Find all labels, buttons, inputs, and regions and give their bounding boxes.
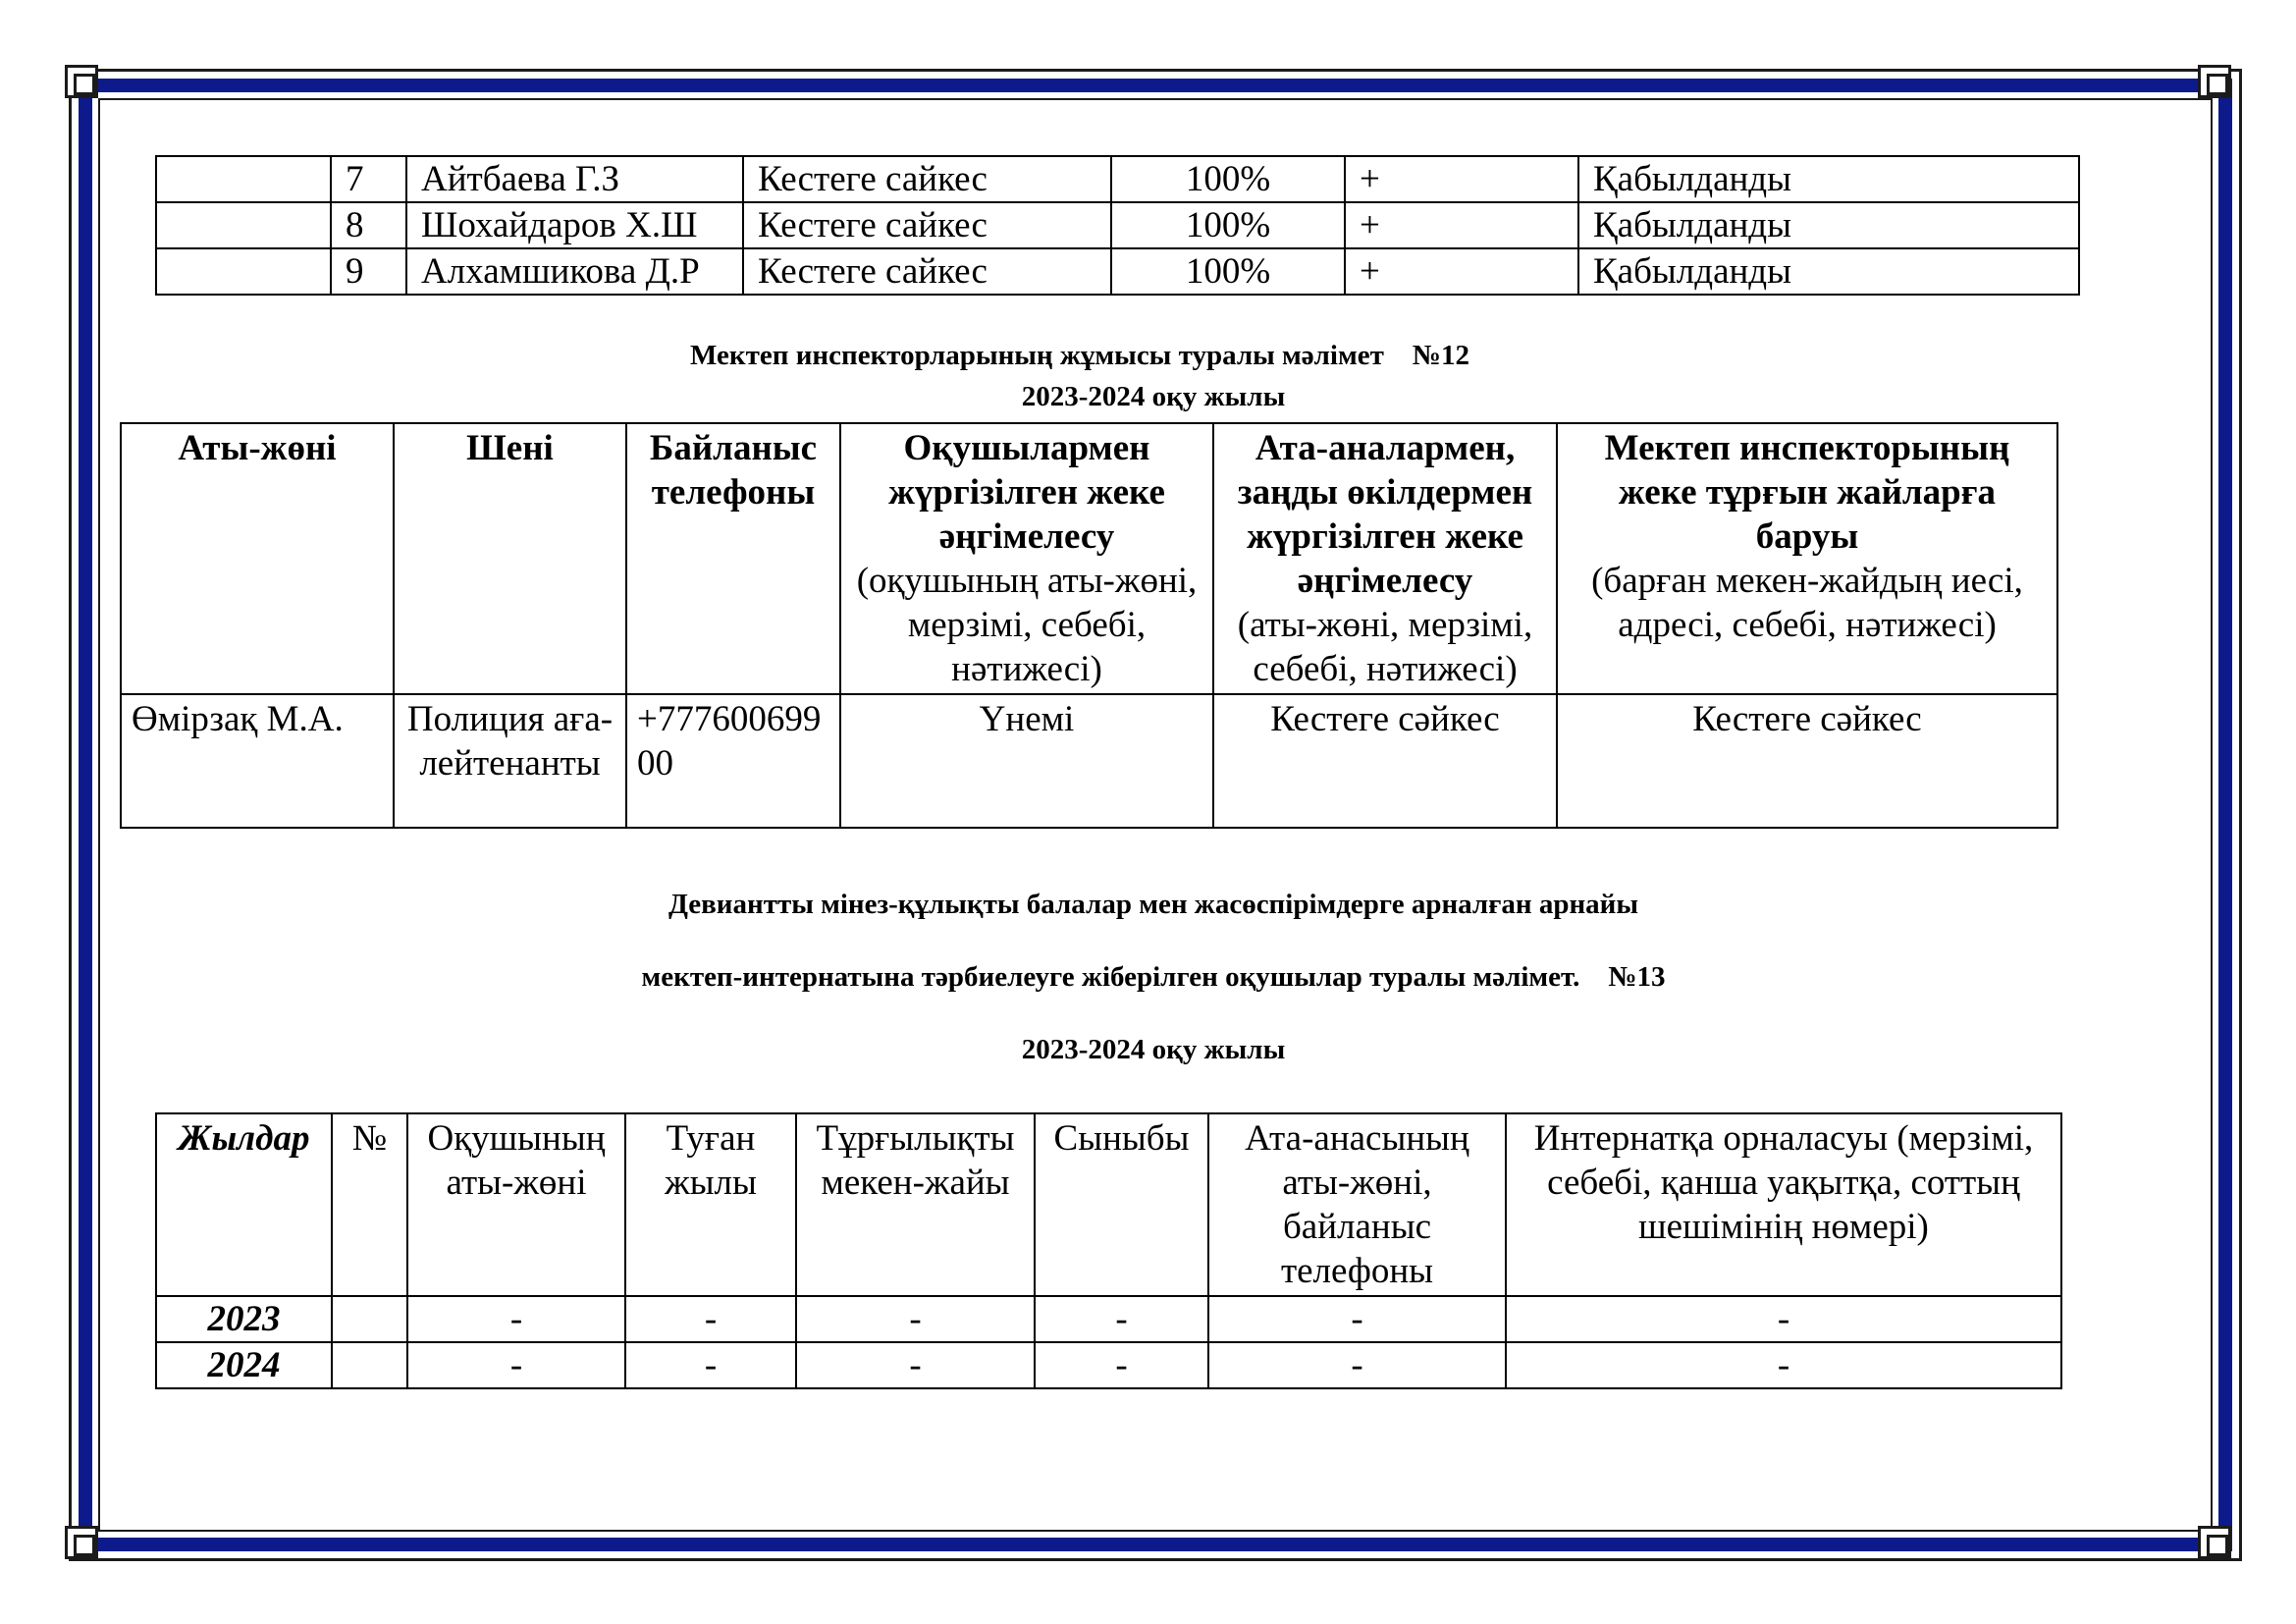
header-student-name: Оқушының аты-жөні [407, 1113, 625, 1296]
student-cell: - [407, 1342, 625, 1388]
section13-title-line2: мектеп-интернатына тәрбиелеуге жіберілген оқушылар туралы мәлімет. №13 [641, 961, 1666, 993]
row-number: 8 [331, 202, 406, 248]
teacher-name: Алхамшикова Д.Р [406, 248, 743, 295]
frame-corner-ornament [65, 65, 98, 98]
parent-cell: - [1208, 1342, 1506, 1388]
header-birth-year: Туған жылы [625, 1113, 796, 1296]
row-number: 9 [331, 248, 406, 295]
teacher-name: Шохайдаров Х.Ш [406, 202, 743, 248]
mark-cell: + [1345, 156, 1578, 202]
year-cell: 2024 [156, 1342, 332, 1388]
percent-cell: 100% [1111, 156, 1345, 202]
header-parent-info: Ата-анасының аты-жөні, байланыс телефоны [1208, 1113, 1506, 1296]
header-placement: Интернатқа орналасуы (мерзімі, себебі, қанша уақытқа, соттың шешімінің нөмері) [1506, 1113, 2061, 1296]
empty-cell [156, 202, 331, 248]
percent-cell: 100% [1111, 202, 1345, 248]
empty-cell [156, 248, 331, 295]
frame-corner-ornament [2198, 1526, 2231, 1559]
placement-cell: - [1506, 1342, 2061, 1388]
teacher-name: Айтбаева Г.З [406, 156, 743, 202]
table-row [156, 1342, 2061, 1388]
number-cell [332, 1342, 407, 1388]
grade-cell: - [1035, 1342, 1208, 1388]
section13-year: 2023-2024 оқу жылы [1021, 1034, 1286, 1065]
grade-cell: - [1035, 1296, 1208, 1342]
schedule-cell: Кестеге сайкес [743, 202, 1111, 248]
header-rank: Шені [394, 423, 626, 694]
header-years: Жылдар [156, 1113, 332, 1296]
section12-title: Мектеп инспекторларының жұмысы туралы мәлімет №12 [690, 340, 1469, 371]
header-home-visits [1557, 423, 2057, 694]
mark-cell: + [1345, 248, 1578, 295]
table-row [156, 156, 2079, 202]
inspector-rank: Полиция аға-лейтенанты [394, 694, 626, 828]
header-student-talks-main: Оқушылармен жүргізілген жеке әңгімелесу [888, 428, 1165, 557]
table-row [156, 1296, 2061, 1342]
section13-title-line1: Девиантты мінез-құлықты балалар мен жасөспірімдерге арналған арнайы [667, 889, 1639, 920]
schedule-cell: Кестеге сайкес [743, 156, 1111, 202]
inspection-results-table [155, 155, 2080, 296]
empty-cell [156, 156, 331, 202]
parent-talks-value: Кестеге сәйкес [1213, 694, 1557, 828]
section12-year: 2023-2024 оқу жылы [1021, 381, 1286, 412]
header-parent-talks [1213, 423, 1557, 694]
frame-corner-ornament [65, 1526, 98, 1559]
mark-cell: + [1345, 202, 1578, 248]
header-name: Аты-жөні [121, 423, 394, 694]
status-cell: Қабылданды [1578, 202, 2079, 248]
frame-corner-ornament [2198, 65, 2231, 98]
inspector-name: Өмірзақ М.А. [121, 694, 394, 828]
student-cell: - [407, 1296, 625, 1342]
header-number: № [332, 1113, 407, 1296]
number-cell [332, 1296, 407, 1342]
address-cell: - [796, 1342, 1035, 1388]
table-header-row [121, 423, 2057, 694]
table-row [156, 202, 2079, 248]
header-student-talks [840, 423, 1213, 694]
address-cell: - [796, 1296, 1035, 1342]
parent-cell: - [1208, 1296, 1506, 1342]
year-cell: 2023 [156, 1296, 332, 1342]
schedule-cell: Кестеге сайкес [743, 248, 1111, 295]
status-cell: Қабылданды [1578, 248, 2079, 295]
table-row [156, 248, 2079, 295]
placement-cell: - [1506, 1296, 2061, 1342]
header-parent-talks-main: Ата-аналармен, заңды өкілдермен жүргізілген жеке әңгімелесу [1237, 428, 1533, 601]
header-parent-talks-sub: (аты-жөні, мерзімі, себебі, нәтижесі) [1237, 605, 1533, 689]
header-phone: Байланыс телефоны [626, 423, 840, 694]
header-home-visits-main: Мектеп инспекторының жеке тұрғын жайларға баруы [1604, 428, 2010, 557]
header-address: Тұрғылықты мекен-жайы [796, 1113, 1035, 1296]
header-grade: Сыныбы [1035, 1113, 1208, 1296]
birth-cell: - [625, 1342, 796, 1388]
row-number: 7 [331, 156, 406, 202]
special-school-table [155, 1112, 2062, 1389]
home-visits-value: Кестеге сәйкес [1557, 694, 2057, 828]
percent-cell: 100% [1111, 248, 1345, 295]
birth-cell: - [625, 1296, 796, 1342]
table-header-row [156, 1113, 2061, 1296]
header-student-talks-sub: (оқушының аты-жөні, мерзімі, себебі, нәтижесі) [856, 561, 1198, 689]
table-row [121, 694, 2057, 828]
header-home-visits-sub: (барған мекен-жайдың иесі, адресі, себебі, нәтижесі) [1591, 561, 2023, 645]
school-inspector-table [120, 422, 2058, 829]
status-cell: Қабылданды [1578, 156, 2079, 202]
inspector-phone: +77760069900 [626, 694, 840, 828]
student-talks-value: Үнемі [840, 694, 1213, 828]
